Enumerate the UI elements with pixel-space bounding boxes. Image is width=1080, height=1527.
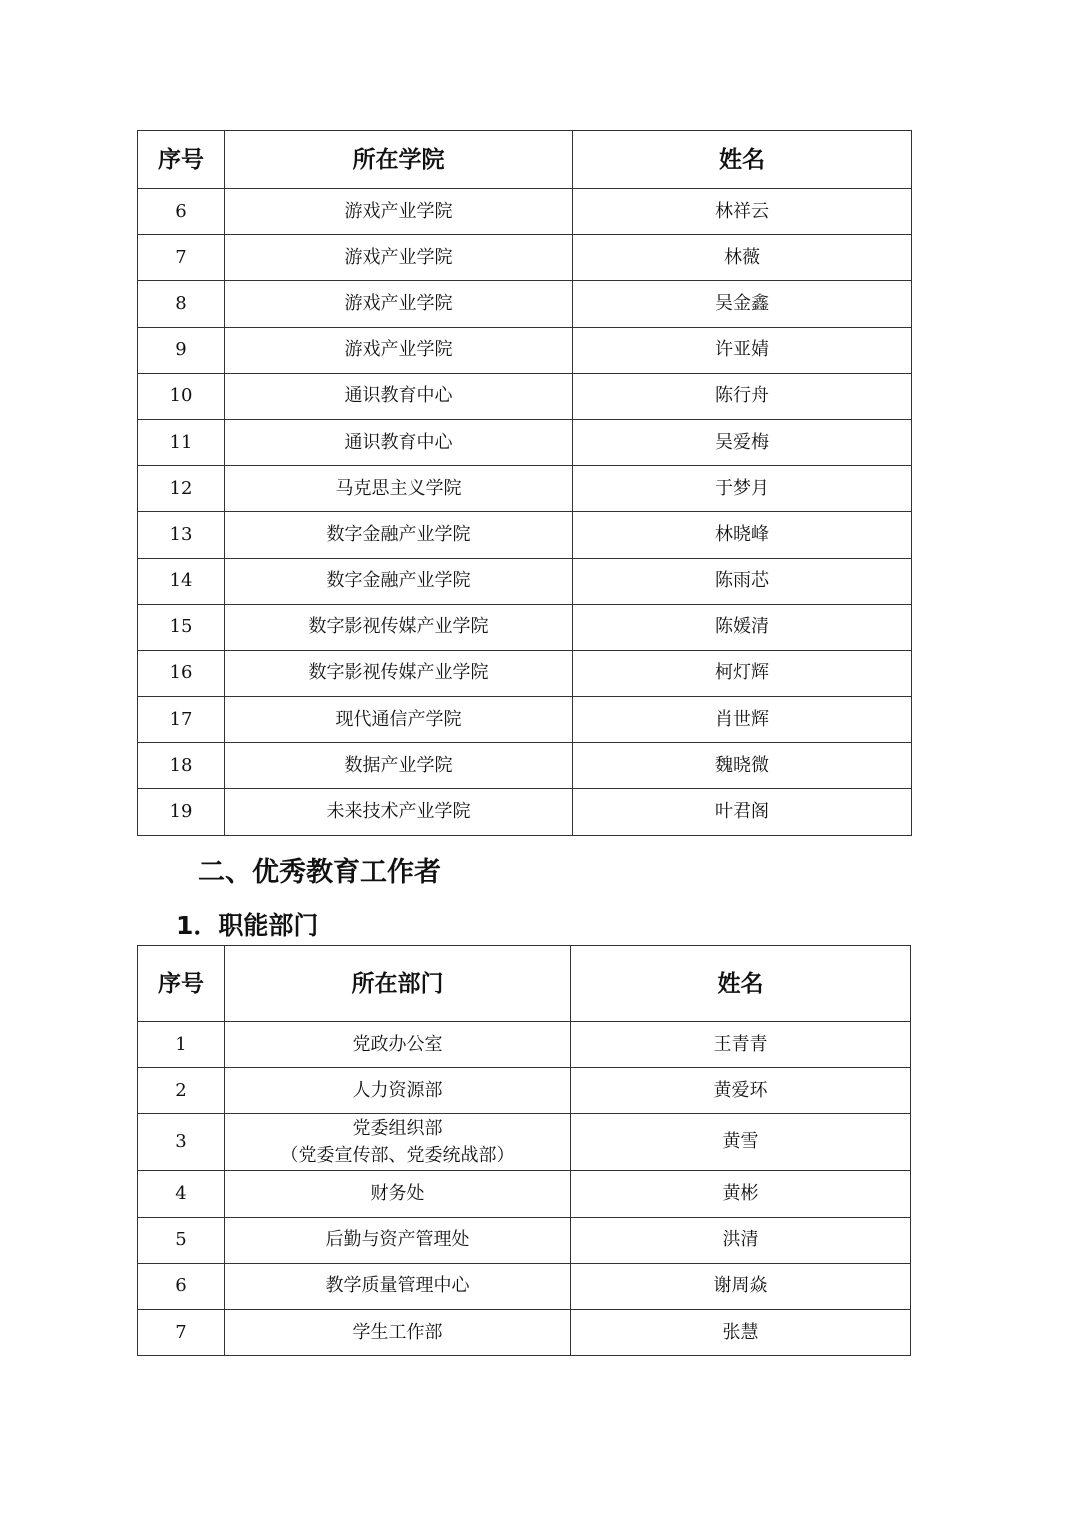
cell-department: 人力资源部	[225, 1068, 571, 1114]
table-row	[138, 466, 912, 512]
table-row	[138, 373, 912, 419]
cell-index: 6	[138, 1263, 225, 1309]
cell-name: 陈媛清	[573, 604, 912, 650]
table-row	[138, 558, 912, 604]
cell-index: 16	[138, 650, 225, 696]
section-title: 二、优秀教育工作者	[198, 857, 441, 888]
cell-index: 6	[138, 189, 225, 235]
cell-index: 5	[138, 1217, 225, 1263]
table-row	[138, 1114, 911, 1171]
cell-index: 7	[138, 1309, 225, 1355]
cell-name: 黄彬	[571, 1171, 911, 1217]
table-header-row	[138, 946, 911, 1022]
cell-name: 黄爱环	[571, 1068, 911, 1114]
cell-name: 林薇	[573, 235, 912, 281]
cell-college: 现代通信产学院	[225, 697, 573, 743]
cell-name: 叶君阁	[573, 789, 912, 835]
cell-index: 19	[138, 789, 225, 835]
cell-name: 张慧	[571, 1309, 911, 1355]
cell-name: 肖世辉	[573, 697, 912, 743]
cell-name: 陈雨芯	[573, 558, 912, 604]
cell-name: 洪清	[571, 1217, 911, 1263]
cell-college: 数据产业学院	[225, 743, 573, 789]
cell-name: 谢周焱	[571, 1263, 911, 1309]
table-row	[138, 1309, 911, 1355]
cell-college: 马克思主义学院	[225, 466, 573, 512]
cell-name: 王青青	[571, 1022, 911, 1068]
header-department: 所在部门	[225, 946, 571, 1022]
college-staff-table	[137, 130, 912, 836]
cell-name: 黄雪	[571, 1114, 911, 1171]
cell-department: 教学质量管理中心	[225, 1263, 571, 1309]
cell-college: 游戏产业学院	[225, 281, 573, 327]
table-row	[138, 1171, 911, 1217]
table-row	[138, 235, 912, 281]
cell-college: 数字金融产业学院	[225, 558, 573, 604]
cell-college: 游戏产业学院	[225, 235, 573, 281]
cell-name: 林祥云	[573, 189, 912, 235]
cell-index: 4	[138, 1171, 225, 1217]
cell-department	[225, 1114, 571, 1171]
table-row	[138, 604, 912, 650]
table-row	[138, 743, 912, 789]
cell-college: 未来技术产业学院	[225, 789, 573, 835]
cell-name: 许亚婧	[573, 327, 912, 373]
cell-index: 9	[138, 327, 225, 373]
department-line-2: （党委宣传部、党委统战部）	[280, 1145, 515, 1167]
cell-index: 7	[138, 235, 225, 281]
cell-index: 8	[138, 281, 225, 327]
department-line-1: 党委组织部	[352, 1118, 443, 1140]
cell-department: 学生工作部	[225, 1309, 571, 1355]
cell-index: 15	[138, 604, 225, 650]
cell-college: 游戏产业学院	[225, 327, 573, 373]
table-row	[138, 697, 912, 743]
cell-index: 12	[138, 466, 225, 512]
table-row	[138, 1022, 911, 1068]
table-row	[138, 1217, 911, 1263]
subsection-title: 1．职能部门	[176, 911, 319, 940]
table-row	[138, 327, 912, 373]
cell-department: 财务处	[225, 1171, 571, 1217]
header-name: 姓名	[573, 131, 912, 189]
cell-index: 11	[138, 419, 225, 465]
table-row	[138, 189, 912, 235]
cell-index: 3	[138, 1114, 225, 1171]
cell-department: 后勤与资产管理处	[225, 1217, 571, 1263]
cell-name: 吴爱梅	[573, 419, 912, 465]
cell-college: 游戏产业学院	[225, 189, 573, 235]
cell-name: 吴金鑫	[573, 281, 912, 327]
cell-college: 通识教育中心	[225, 419, 573, 465]
cell-index: 10	[138, 373, 225, 419]
cell-index: 18	[138, 743, 225, 789]
cell-index: 1	[138, 1022, 225, 1068]
cell-college: 数字影视传媒产业学院	[225, 650, 573, 696]
cell-college: 通识教育中心	[225, 373, 573, 419]
table-row	[138, 281, 912, 327]
cell-index: 14	[138, 558, 225, 604]
header-index: 序号	[138, 131, 225, 189]
table-row	[138, 789, 912, 835]
header-name: 姓名	[571, 946, 911, 1022]
cell-department: 党政办公室	[225, 1022, 571, 1068]
cell-name: 于梦月	[573, 466, 912, 512]
cell-college: 数字影视传媒产业学院	[225, 604, 573, 650]
cell-index: 13	[138, 512, 225, 558]
table-row	[138, 512, 912, 558]
header-college: 所在学院	[225, 131, 573, 189]
cell-index: 2	[138, 1068, 225, 1114]
table-row	[138, 1263, 911, 1309]
table-header-row	[138, 131, 912, 189]
department-staff-table	[137, 945, 911, 1356]
cell-name: 林晓峰	[573, 512, 912, 558]
cell-name: 陈行舟	[573, 373, 912, 419]
cell-index: 17	[138, 697, 225, 743]
table-row	[138, 419, 912, 465]
header-index: 序号	[138, 946, 225, 1022]
cell-name: 魏晓微	[573, 743, 912, 789]
table-row	[138, 1068, 911, 1114]
cell-college: 数字金融产业学院	[225, 512, 573, 558]
cell-name: 柯灯辉	[573, 650, 912, 696]
table-row	[138, 650, 912, 696]
